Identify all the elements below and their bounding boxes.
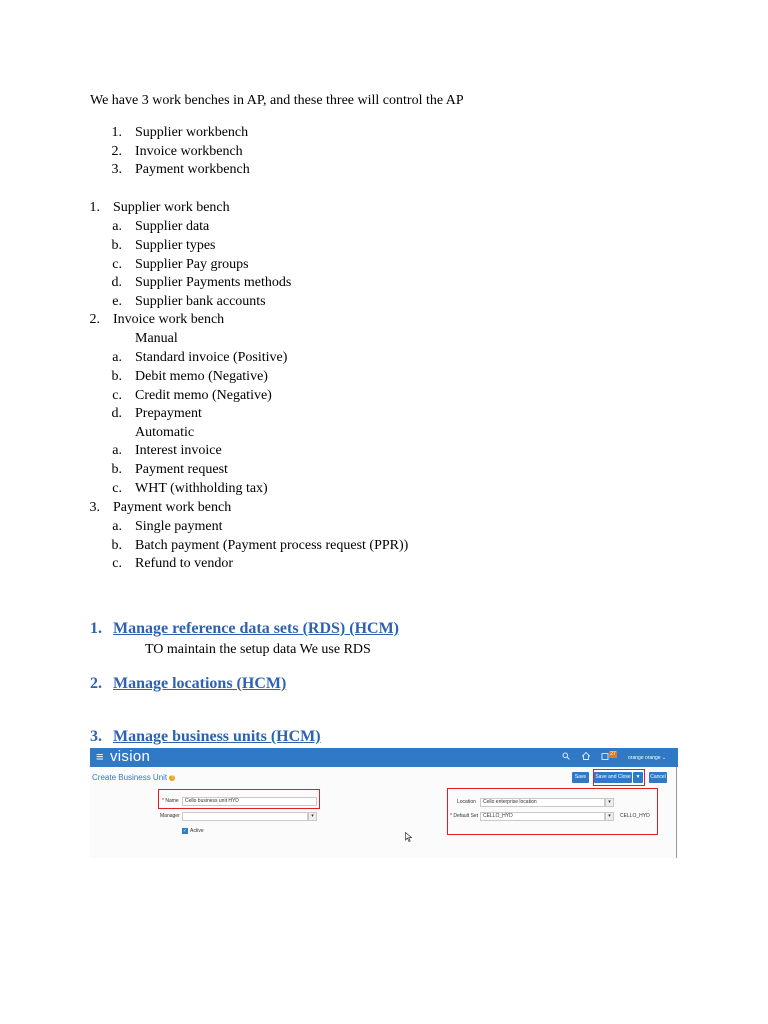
- manager-field[interactable]: [182, 812, 308, 821]
- heading-link[interactable]: Manage reference data sets (RDS) (HCM): [113, 620, 399, 637]
- page-title: [92, 773, 175, 783]
- list-item: WHT (withholding tax): [135, 481, 268, 496]
- name-label-text: Name: [165, 798, 179, 804]
- app-logo: vision: [110, 748, 151, 765]
- list-letter: e.: [112, 294, 122, 309]
- notifications-icon[interactable]: [601, 751, 609, 763]
- highlight-box: [447, 788, 658, 835]
- default-set-code: CELLO_HYD: [620, 813, 650, 819]
- cancel-button[interactable]: Cancel: [649, 772, 667, 783]
- list-item: Credit memo (Negative): [135, 388, 272, 403]
- list-letter: a.: [112, 443, 122, 458]
- section-title: Invoice work bench: [113, 312, 225, 327]
- list-letter: b.: [111, 462, 122, 477]
- save-button[interactable]: Save: [572, 772, 589, 783]
- heading-number: 1.: [90, 620, 102, 637]
- highlight-box: [593, 769, 645, 786]
- list-item: Invoice workbench: [135, 144, 243, 159]
- active-checkbox[interactable]: ✓: [182, 828, 188, 834]
- list-item: Supplier workbench: [135, 125, 249, 140]
- screenshot-edge-divider: [676, 767, 677, 858]
- list-letter: a.: [112, 519, 122, 534]
- list-item: Debit memo (Negative): [135, 369, 268, 384]
- heading-number: 3.: [90, 728, 102, 745]
- heading-business-units[interactable]: [90, 727, 321, 747]
- list-letter: c.: [112, 388, 122, 403]
- heading-locations[interactable]: [90, 674, 286, 694]
- list-number: 1.: [89, 200, 100, 215]
- list-item: Single payment: [135, 519, 223, 534]
- list-number: 1.: [111, 125, 122, 140]
- list-item: Supplier Pay groups: [135, 257, 249, 272]
- notification-badge: 27: [610, 751, 616, 757]
- list-letter: d.: [111, 406, 122, 421]
- name-label: * Name: [162, 798, 179, 804]
- list-letter: c.: [112, 481, 122, 496]
- list-number: 2.: [89, 312, 100, 327]
- list-item: Payment workbench: [135, 162, 250, 177]
- list-letter: d.: [111, 275, 122, 290]
- list-letter: b.: [111, 369, 122, 384]
- list-letter: b.: [111, 538, 122, 553]
- section-title: Payment work bench: [113, 500, 232, 515]
- list-number: 3.: [111, 162, 122, 177]
- list-number: 2.: [111, 144, 122, 159]
- list-item: Batch payment (Payment process request (PPR)): [135, 538, 409, 553]
- location-field[interactable]: Cello enterprise location: [480, 798, 605, 807]
- list-item: Prepayment: [135, 406, 202, 421]
- intro-text: We have 3 work benches in AP, and these three will control the AP: [90, 93, 464, 108]
- list-letter: b.: [111, 238, 122, 253]
- manager-dropdown-icon[interactable]: ▾: [308, 812, 317, 821]
- heading-rds[interactable]: [90, 619, 399, 639]
- section-title: Supplier work bench: [113, 200, 230, 215]
- list-item: Payment request: [135, 462, 228, 477]
- list-item: Standard invoice (Positive): [135, 350, 288, 365]
- heading-link[interactable]: Manage locations (HCM): [113, 675, 287, 692]
- name-field[interactable]: Cello business unit HYD: [182, 797, 317, 806]
- default-set-label: * Default Set: [450, 813, 479, 819]
- page-title-text: Create Business Unit: [92, 773, 168, 782]
- subsection-label: Manual: [135, 331, 178, 346]
- list-number: 3.: [89, 500, 100, 515]
- default-set-field[interactable]: CELLO_HYD: [480, 812, 605, 821]
- home-icon[interactable]: [582, 751, 590, 763]
- save-options-dropdown[interactable]: ▼: [633, 772, 643, 783]
- list-item: Supplier Payments methods: [135, 275, 292, 290]
- location-dropdown-icon[interactable]: ▾: [605, 798, 614, 807]
- default-set-dropdown-icon[interactable]: ▾: [605, 812, 614, 821]
- rds-note: TO maintain the setup data We use RDS: [145, 642, 371, 657]
- search-icon[interactable]: [562, 751, 570, 763]
- subsection-label: Automatic: [135, 425, 195, 440]
- list-item: Supplier types: [135, 238, 216, 253]
- list-letter: a.: [112, 350, 122, 365]
- mouse-cursor-icon: [405, 832, 413, 845]
- location-label: Location: [457, 799, 476, 805]
- user-menu[interactable]: orange orange ⌄: [628, 755, 667, 761]
- default-set-label-text: Default Set: [453, 813, 479, 819]
- heading-link[interactable]: Manage business units (HCM): [113, 728, 321, 745]
- list-item: Supplier data: [135, 219, 210, 234]
- embedded-screenshot: [90, 748, 678, 858]
- list-item: Supplier bank accounts: [135, 294, 266, 309]
- active-label: Active: [190, 828, 204, 834]
- list-item: Refund to vendor: [135, 556, 233, 571]
- highlight-box: [158, 789, 320, 809]
- heading-number: 2.: [90, 675, 102, 692]
- list-letter: c.: [112, 257, 122, 272]
- list-item: Interest invoice: [135, 443, 222, 458]
- manager-label: Manager: [160, 813, 180, 819]
- list-letter: a.: [112, 219, 122, 234]
- help-icon[interactable]: ?: [170, 774, 174, 781]
- list-letter: c.: [112, 556, 122, 571]
- menu-icon[interactable]: ≡: [96, 749, 104, 764]
- save-and-close-button[interactable]: Save and Close: [594, 772, 632, 783]
